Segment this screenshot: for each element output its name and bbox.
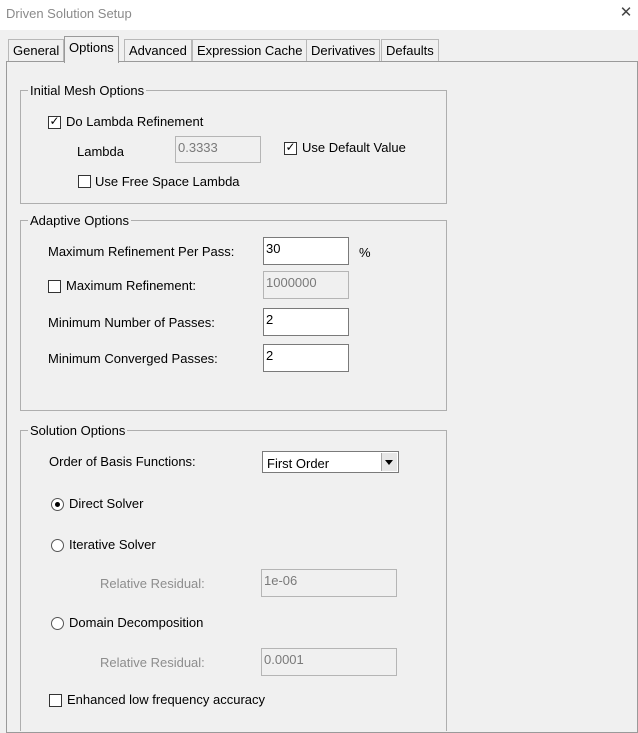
window-title: Driven Solution Setup: [6, 6, 132, 21]
close-icon[interactable]: ✕: [619, 4, 633, 21]
tab-derivatives[interactable]: Derivatives: [306, 39, 380, 62]
tab-expression-cache[interactable]: Expression Cache: [192, 39, 308, 62]
max-per-pass-input[interactable]: 30: [263, 237, 349, 265]
free-space-lambda-label: Use Free Space Lambda: [95, 174, 240, 189]
domain-residual-label: Relative Residual:: [100, 655, 205, 670]
min-passes-input[interactable]: 2: [263, 308, 349, 336]
domain-residual-input[interactable]: 0.0001: [261, 648, 397, 676]
initial-mesh-legend: Initial Mesh Options: [30, 83, 145, 98]
iterative-residual-label: Relative Residual:: [100, 576, 205, 591]
min-passes-label: Minimum Number of Passes:: [48, 315, 215, 330]
min-converged-label: Minimum Converged Passes:: [48, 351, 218, 366]
max-per-pass-label: Maximum Refinement Per Pass:: [48, 244, 235, 259]
enhanced-low-freq-checkbox[interactable]: [49, 694, 62, 707]
iterative-solver-radio[interactable]: [51, 539, 64, 552]
check-icon: ✓: [285, 140, 296, 154]
iterative-solver-label: Iterative Solver: [69, 537, 156, 552]
check-icon: ✓: [49, 114, 60, 128]
min-converged-input[interactable]: 2: [263, 344, 349, 372]
tab-defaults[interactable]: Defaults: [381, 39, 439, 62]
do-lambda-label: Do Lambda Refinement: [66, 114, 204, 129]
free-space-lambda-checkbox[interactable]: [78, 175, 91, 188]
adaptive-legend: Adaptive Options: [30, 213, 130, 228]
max-refinement-checkbox[interactable]: [48, 280, 61, 293]
direct-solver-label: Direct Solver: [69, 496, 144, 511]
enhanced-low-freq-label: Enhanced low frequency accuracy: [67, 692, 266, 707]
tab-options[interactable]: Options: [64, 36, 119, 63]
direct-solver-radio[interactable]: [51, 498, 64, 511]
radio-selected-dot: [55, 502, 60, 507]
iterative-residual-input[interactable]: 1e-06: [261, 569, 397, 597]
percent-unit: %: [359, 245, 371, 260]
do-lambda-checkbox[interactable]: [48, 116, 61, 129]
lambda-label: Lambda: [77, 144, 124, 159]
dropdown-button[interactable]: [381, 453, 397, 471]
domain-decomposition-radio[interactable]: [51, 617, 64, 630]
tab-general[interactable]: General: [8, 39, 64, 62]
basis-functions-label: Order of Basis Functions:: [49, 454, 196, 469]
solution-legend: Solution Options: [30, 423, 126, 438]
basis-functions-value: First Order: [267, 456, 330, 471]
chevron-down-icon: [385, 460, 393, 465]
basis-functions-select[interactable]: [262, 451, 399, 473]
use-default-label: Use Default Value: [302, 140, 406, 155]
max-refinement-label: Maximum Refinement:: [66, 278, 197, 293]
use-default-checkbox[interactable]: [284, 142, 297, 155]
max-refinement-input[interactable]: 1000000: [263, 271, 349, 299]
tab-advanced[interactable]: Advanced: [124, 39, 192, 62]
lambda-input[interactable]: 0.3333: [175, 136, 261, 163]
domain-decomposition-label: Domain Decomposition: [69, 615, 204, 630]
